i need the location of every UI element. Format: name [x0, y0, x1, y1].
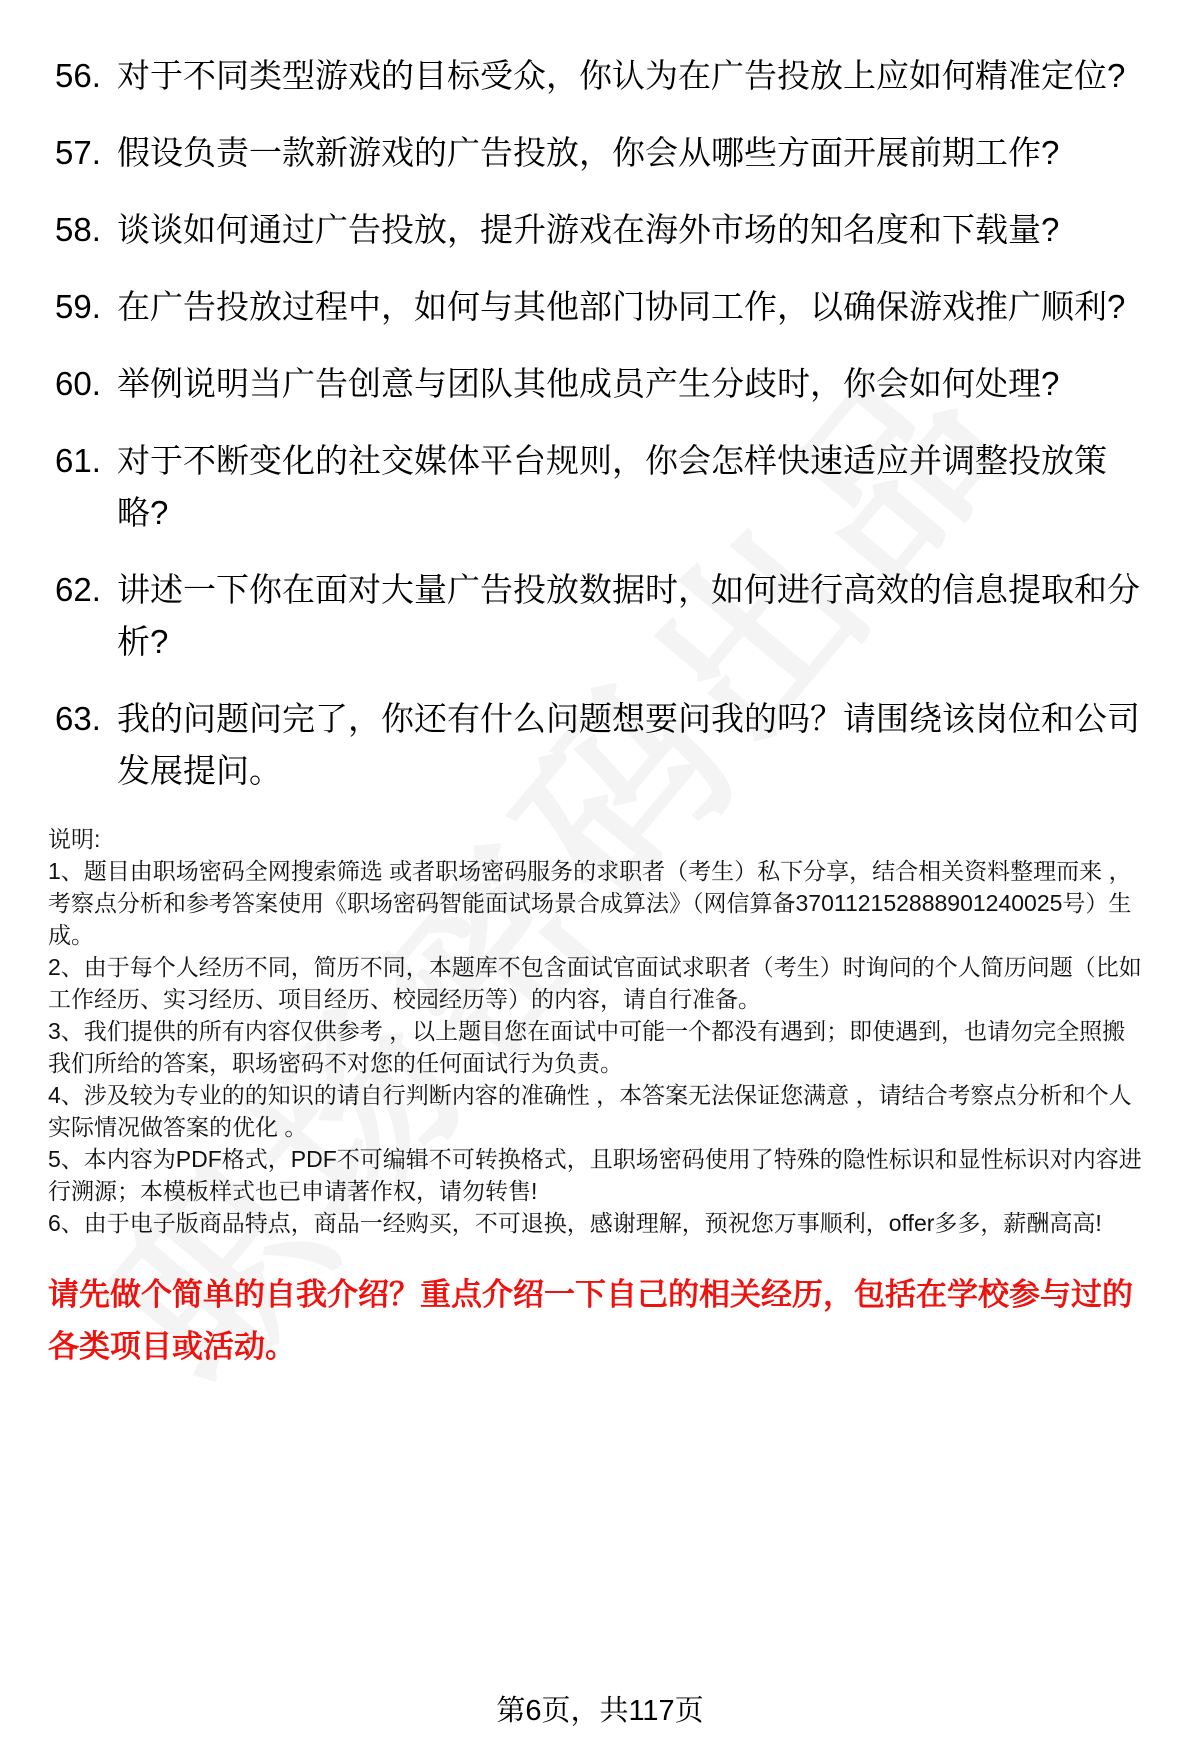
question-text: 举例说明当广告创意与团队其他成员产生分歧时，你会如何处理? — [117, 365, 1060, 402]
notes-section — [48, 823, 1148, 1239]
question-item-57 — [55, 127, 1148, 179]
question-item-60 — [55, 358, 1148, 410]
question-number: 60. — [55, 365, 101, 402]
question-item-58 — [55, 204, 1148, 256]
question-text: 对于不同类型游戏的目标受众，你认为在广告投放上应如何精准定位? — [117, 57, 1126, 94]
question-text: 谈谈如何通过广告投放，提升游戏在海外市场的知名度和下载量? — [117, 211, 1060, 248]
question-number: 61. — [55, 442, 101, 479]
note-item-1: 1、题目由职场密码全网搜索筛选 或者职场密码服务的求职者（考生）私下分享，结合相关资料整理而来 ，考察点分析和参考答案使用《职场密码智能面试场景合成算法》（网信算备370112152888901240025号）生成。 — [48, 858, 1132, 948]
question-item-63 — [55, 693, 1148, 797]
question-number: 63. — [55, 700, 101, 737]
question-number: 62. — [55, 571, 101, 608]
self-introduction-prompt: 请先做个简单的自我介绍？重点介绍一下自己的相关经历，包括在学校参与过的各类项目或活动。 — [48, 1277, 1133, 1364]
note-item-2: 2、由于每个人经历不同，简历不同，本题库不包含面试官面试求职者（考生）时询问的个人简历问题（比如工作经历、实习经历、项目经历、校园经历等）的内容，请自行准备。 — [48, 954, 1142, 1012]
question-number: 59. — [55, 288, 101, 325]
question-number: 57. — [55, 134, 101, 171]
note-item-5: 5、本内容为PDF格式，PDF不可编辑不可转换格式，且职场密码使用了特殊的隐性标识和显性标识对内容进行溯源；本模板样式也已申请著作权，请勿转售! — [48, 1146, 1142, 1204]
page-number-indicator: 第6页，共117页 — [496, 1695, 704, 1727]
question-item-59 — [55, 281, 1148, 333]
question-item-56 — [55, 50, 1148, 102]
question-number: 58. — [55, 211, 101, 248]
note-item-6: 6、由于电子版商品特点，商品一经购买，不可退换，感谢理解，预祝您万事顺利，offer多多，薪酬高高! — [48, 1210, 1102, 1236]
question-item-61 — [55, 435, 1148, 539]
question-text: 假设负责一款新游戏的广告投放，你会从哪些方面开展前期工作? — [117, 134, 1060, 171]
question-number: 56. — [55, 57, 101, 94]
question-text: 对于不断变化的社交媒体平台规则，你会怎样快速适应并调整投放策略? — [117, 442, 1107, 531]
note-item-3: 3、我们提供的所有内容仅供参考 ，以上题目您在面试中可能一个都没有遇到；即使遇到，也请勿完全照搬我们所给的答案，职场密码不对您的任何面试行为负责。 — [48, 1018, 1126, 1076]
question-item-62 — [55, 564, 1148, 668]
question-text: 在广告投放过程中，如何与其他部门协同工作，以确保游戏推广顺利? — [117, 288, 1126, 325]
notes-label: 说明: — [48, 826, 101, 852]
note-item-4: 4、涉及较为专业的的知识的请自行判断内容的准确性 ，本答案无法保证您满意 ，请结合考察点分析和个人实际情况做答案的优化 。 — [48, 1082, 1132, 1140]
question-list — [0, 0, 1200, 797]
question-text: 我的问题问完了，你还有什么问题想要问我的吗？请围绕该岗位和公司发展提问。 — [117, 700, 1140, 789]
question-text: 讲述一下你在面对大量广告投放数据时，如何进行高效的信息提取和分析? — [117, 571, 1140, 660]
